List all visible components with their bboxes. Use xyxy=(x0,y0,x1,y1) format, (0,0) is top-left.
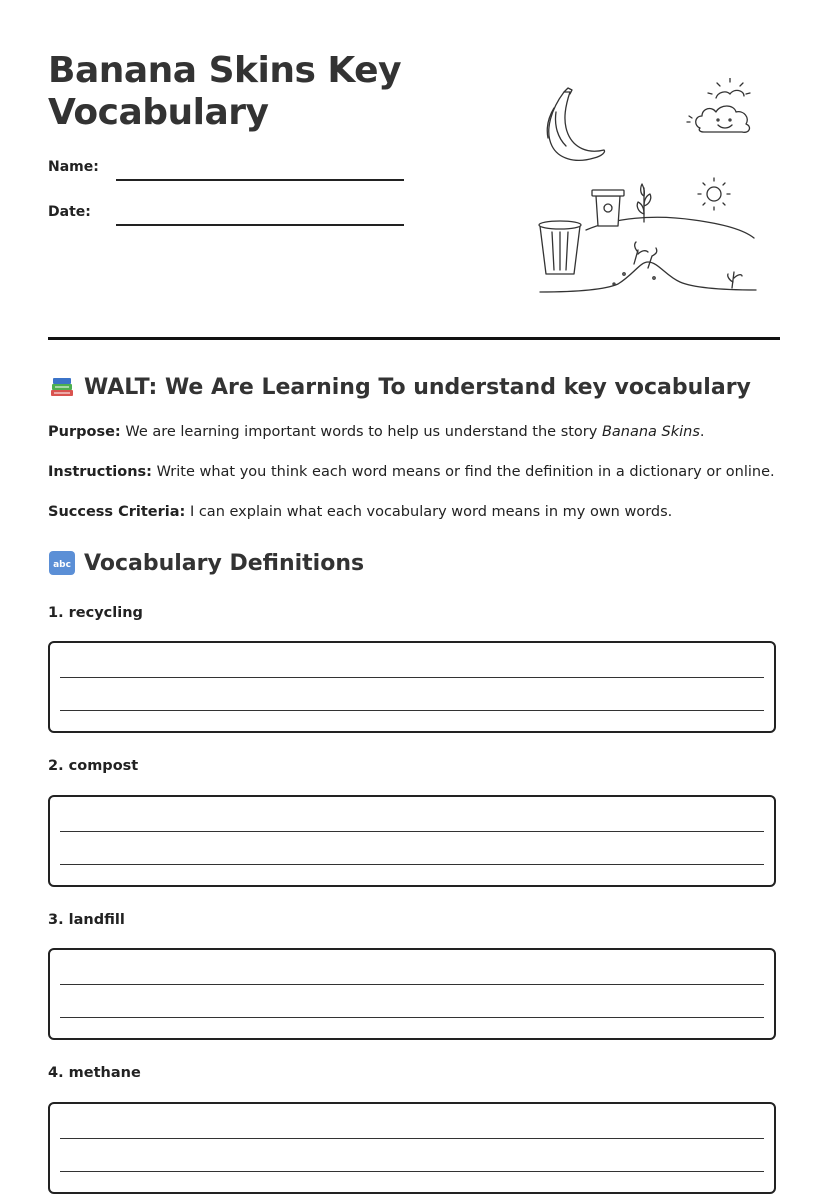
purpose-paragraph xyxy=(48,424,705,440)
instructions-label: Instructions: xyxy=(48,464,152,480)
success-criteria-paragraph xyxy=(48,504,672,520)
banana-recycling-illustration xyxy=(534,78,760,300)
walt-heading xyxy=(48,374,751,400)
writing-line xyxy=(60,677,764,678)
name-label: Name: xyxy=(48,159,99,175)
answer-box-landfill[interactable] xyxy=(48,948,776,1040)
sprout-icon xyxy=(728,272,742,288)
story-title: Banana Skins xyxy=(601,424,700,440)
date-label: Date: xyxy=(48,204,91,220)
trash-can-icon xyxy=(539,221,581,274)
cloud-icon xyxy=(687,78,750,132)
svg-text:abc: abc xyxy=(53,560,71,570)
vocab-item-label: 1. recycling xyxy=(48,605,143,621)
writing-line xyxy=(60,710,764,711)
date-line[interactable] xyxy=(116,224,404,226)
banana-icon xyxy=(547,88,604,160)
vocabulary-heading-text: Vocabulary Definitions xyxy=(84,550,365,576)
writing-line xyxy=(60,984,764,985)
success-criteria-text: I can explain what each vocabulary word means in my own words. xyxy=(185,504,673,520)
instructions-paragraph xyxy=(48,464,775,480)
walt-heading-text: WALT: We Are Learning To understand key vocabulary xyxy=(84,374,751,400)
vocab-item-label: 4. methane xyxy=(48,1065,141,1081)
purpose-text: We are learning important words to help us understand the story xyxy=(120,424,602,440)
answer-box-compost[interactable] xyxy=(48,795,776,887)
success-criteria-label: Success Criteria: xyxy=(48,504,186,520)
writing-line xyxy=(60,1171,764,1172)
writing-line xyxy=(60,1138,764,1139)
name-line[interactable] xyxy=(116,179,404,181)
purpose-label: Purpose: xyxy=(48,424,121,440)
purpose-end: . xyxy=(699,424,705,440)
answer-box-recycling[interactable] xyxy=(48,641,776,733)
worksheet-page xyxy=(48,0,780,1118)
answer-box-methane[interactable] xyxy=(48,1102,776,1194)
writing-line xyxy=(60,831,764,832)
date-field[interactable] xyxy=(48,204,408,228)
name-field[interactable] xyxy=(48,159,408,183)
header-divider xyxy=(48,337,780,340)
vocabulary-heading xyxy=(48,550,364,576)
books-icon xyxy=(48,374,76,400)
page-title: Banana Skins Key Vocabulary xyxy=(48,50,402,133)
instructions-text: Write what you think each word means or find the definition in a dictionary or online. xyxy=(151,464,775,480)
writing-line xyxy=(60,1017,764,1018)
abc-icon xyxy=(48,550,76,576)
vocab-item-label: 3. landfill xyxy=(48,912,125,928)
plant-icon xyxy=(637,184,651,222)
sun-icon xyxy=(698,178,730,210)
writing-line xyxy=(60,864,764,865)
vocab-item-label: 2. compost xyxy=(48,758,139,774)
